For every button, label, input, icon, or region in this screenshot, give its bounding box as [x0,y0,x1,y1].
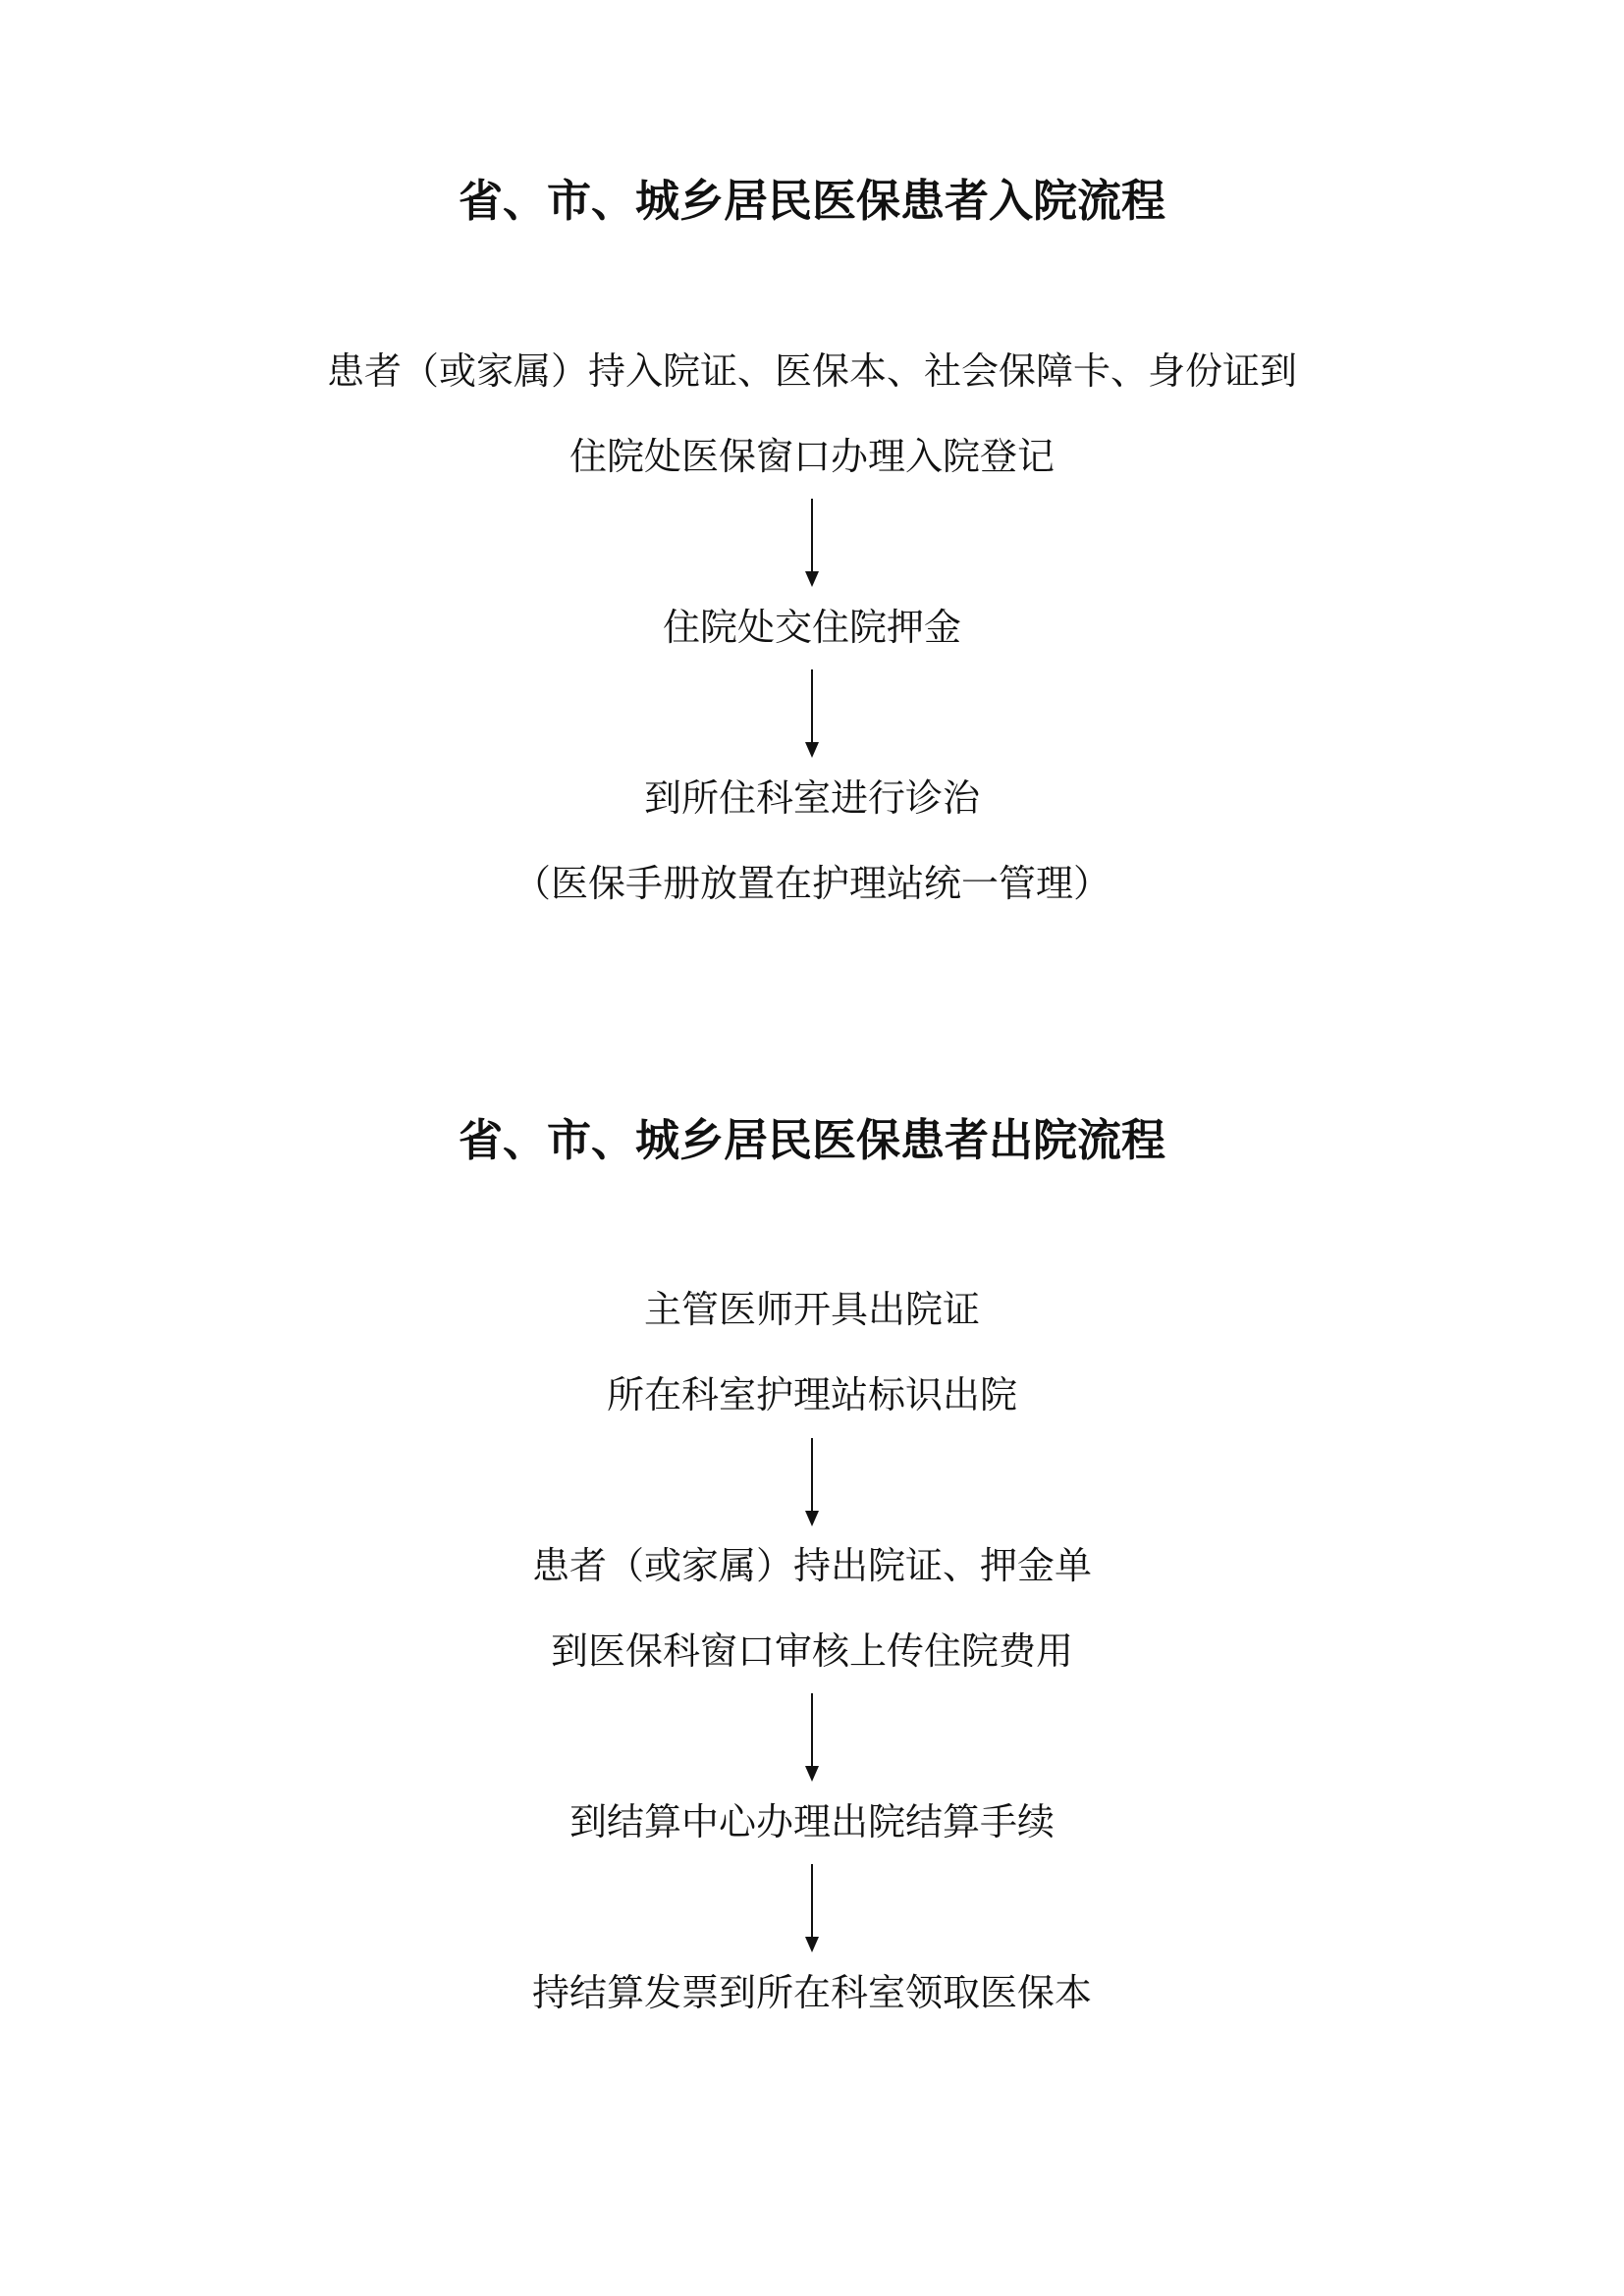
down-arrow-icon [802,1864,822,1952]
admission-step3-line2: （医保手册放置在护理站统一管理） [513,862,1110,905]
discharge-step4-line1: 持结算发票到所在科室领取医保本 [531,1971,1092,2014]
admission-step1-line2: 住院处医保窗口办理入院登记 [568,435,1055,478]
admission-step1-line1: 患者（或家属）持入院证、医保本、社会保障卡、身份证到 [326,349,1297,393]
admission-title: 省、市、城乡居民医保患者入院流程 [458,175,1165,227]
discharge-step2-line1: 患者（或家属）持出院证、押金单 [531,1544,1092,1587]
discharge-step2-line2: 到医保科窗口审核上传住院费用 [550,1629,1073,1673]
discharge-step1-line1: 主管医师开具出院证 [643,1288,980,1331]
admission-step3-line1: 到所住科室进行诊治 [643,776,980,820]
discharge-step3-line1: 到结算中心办理出院结算手续 [568,1800,1055,1843]
discharge-title: 省、市、城乡居民医保患者出院流程 [458,1114,1165,1166]
down-arrow-icon [802,669,822,758]
down-arrow-icon [802,1438,822,1526]
down-arrow-icon [802,499,822,587]
down-arrow-icon [802,1693,822,1782]
discharge-step1-line2: 所在科室护理站标识出院 [606,1373,1017,1416]
admission-step2-line1: 住院处交住院押金 [662,606,961,649]
